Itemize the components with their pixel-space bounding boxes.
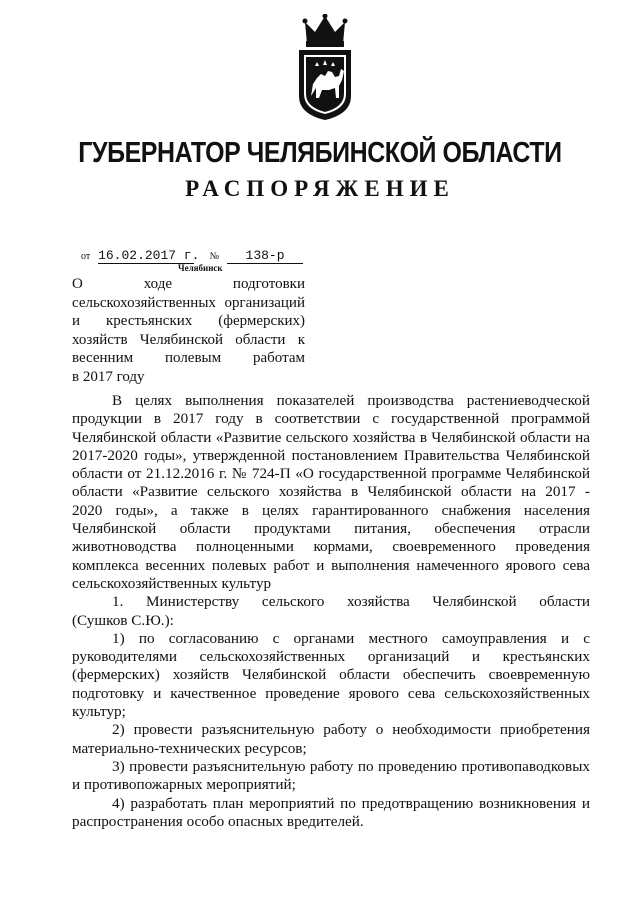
subject-line: сельскохозяйственных организаций: [72, 294, 305, 311]
subject-line: в 2017 году: [72, 368, 145, 385]
number-prefix: №: [209, 251, 220, 262]
body-line: 4) разработать план мероприятий по предотвращению возникновения и: [112, 794, 590, 812]
body-line: области от 21.12.2016 г. № 724-П «О государственной программе Челябинской: [72, 465, 590, 483]
body-line: области «Развитие сельского хозяйства в Челябинской области на 2017 -: [72, 483, 590, 501]
body-line: 2) провести разъяснительную работу о необходимости приобретения: [112, 721, 590, 739]
document-body: [72, 392, 590, 831]
subject-line: О ходе подготовки: [72, 276, 305, 292]
subject-line: весенним полевым работам: [72, 350, 305, 367]
document-date: 16.02.2017 г.: [98, 248, 200, 263]
subject-block: [72, 275, 305, 387]
coat-of-arms-icon: [295, 14, 355, 122]
body-line: распространения особо опасных вредителей.: [72, 812, 364, 830]
body-line: (фермерских) хозяйств Челябинской области обеспечить своевременную: [72, 666, 590, 684]
body-line: 2020 годы», а также в целях гарантированного снабжения населения: [72, 501, 590, 519]
body-line: сельскохозяйственных культур: [72, 574, 272, 592]
date-prefix: от: [81, 251, 91, 262]
body-line: 3) провести разъяснительную работу по проведению противопаводковых: [112, 757, 590, 775]
body-line: В целях выполнения показателей производства растениеводческой: [112, 392, 590, 409]
body-line: продукции в 2017 году в соответствии с государственной программой: [72, 410, 590, 428]
body-line: Челябинской области «Развитие сельского хозяйства в Челябинской области на: [72, 428, 590, 446]
body-line: руководителями сельскохозяйственных организаций и крестьянских: [72, 648, 590, 666]
governor-title: ГУБЕРНАТОР ЧЕЛЯБИНСКОЙ ОБЛАСТИ: [78, 137, 562, 169]
body-line: животноводства полноценными кормами, своевременного проведения: [72, 538, 590, 556]
body-line: 1. Министерству сельского хозяйства Челябинской области: [112, 593, 590, 611]
date-number-line: [81, 248, 303, 264]
body-line: и противопожарных мероприятий;: [72, 776, 296, 794]
subject-line: и крестьянских (фермерских): [72, 313, 305, 330]
body-line: подготовку и качественное проведение ярового сева сельскохозяйственных: [72, 684, 590, 702]
body-line: культур;: [72, 703, 126, 721]
body-line: комплекса весенних полевых работ и выполнения намеченного ярового сева: [72, 556, 590, 574]
city-label: Челябинск: [178, 263, 223, 273]
body-line: материально-технических ресурсов;: [72, 739, 307, 757]
body-line: (Сушков С.Ю.):: [72, 611, 174, 629]
body-line: 1) по согласованию с органами местного самоуправления и с: [112, 629, 590, 647]
body-line: 2017-2020 годы», утвержденной постановлением Правительства Челябинской: [72, 446, 590, 464]
document-number: 138-р: [227, 248, 303, 264]
subject-line: хозяйств Челябинской области к: [72, 331, 305, 348]
document-type: РАСПОРЯЖЕНИЕ: [185, 176, 455, 201]
body-line: Челябинской области продуктами питания, обеспечения отрасли: [72, 520, 590, 538]
